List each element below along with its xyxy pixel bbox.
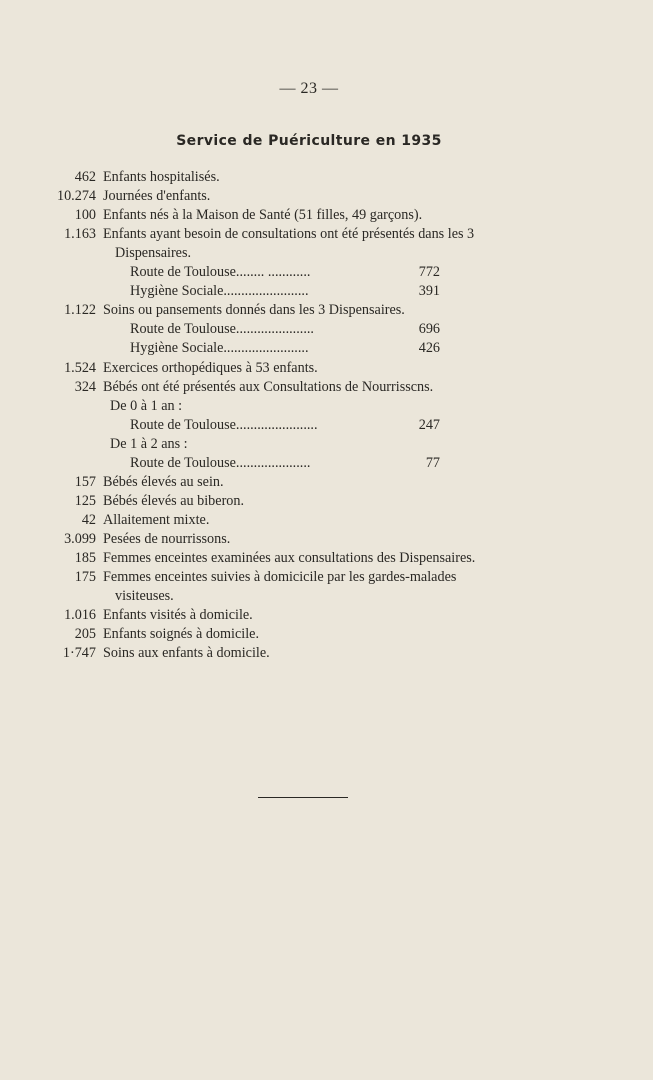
- list-item: [0, 320, 653, 339]
- line-count: 3.099: [64, 530, 96, 547]
- list-item: [0, 301, 653, 320]
- subitem-value: 696: [418, 321, 440, 338]
- list-item: [0, 225, 653, 244]
- list-item: [0, 644, 653, 663]
- subitem-value: 772: [418, 264, 440, 281]
- line-count: 175: [74, 569, 96, 586]
- line-count: 205: [74, 626, 96, 643]
- line-count: 125: [74, 492, 96, 509]
- line-count: 157: [74, 473, 96, 490]
- list-item: [0, 435, 653, 454]
- page-title: Service de Puériculture en 1935: [176, 133, 442, 149]
- line-count: 462: [74, 169, 96, 185]
- list-item: [0, 359, 653, 378]
- line-description: Bébés ont été présentés aux Consultations de Nourrisscns.: [103, 378, 434, 395]
- line-count: 1.122: [64, 302, 96, 319]
- subitem-value: 247: [418, 416, 440, 433]
- list-item: [0, 530, 653, 549]
- subitem-value: 77: [425, 454, 440, 471]
- list-item: [0, 454, 653, 473]
- line-count: 42: [81, 511, 96, 528]
- list-item: [0, 568, 653, 587]
- line-description: Enfants visités à domicile.: [103, 607, 253, 624]
- line-description: Femmes enceintes suivies à domicicile par les gardes-malades: [103, 569, 457, 586]
- line-count: 1·747: [62, 645, 96, 662]
- list-item: [0, 339, 653, 358]
- line-continuation: visiteuses.: [115, 588, 174, 605]
- age-group-heading: De 0 à 1 an :: [110, 397, 183, 414]
- line-description: Enfants soignés à domicile.: [103, 626, 260, 643]
- list-item: [0, 206, 653, 225]
- line-description: Bébés élevés au sein.: [103, 473, 224, 490]
- age-group-heading: De 1 à 2 ans :: [110, 435, 188, 452]
- list-item: [0, 378, 653, 397]
- list-item: [0, 625, 653, 644]
- list-item: [0, 244, 653, 263]
- list-item: [0, 492, 653, 511]
- line-count: 324: [74, 378, 96, 395]
- line-description: Allaitement mixte.: [103, 511, 210, 528]
- line-description: Femmes enceintes examinées aux consultations des Dispensaires.: [103, 550, 476, 566]
- subitem-label: Route de Toulouse.......................: [130, 416, 318, 433]
- line-description: Enfants hospitalisés.: [103, 169, 220, 185]
- line-description: Enfants ayant besoin de consultations ont été présentés dans les 3: [103, 226, 475, 243]
- list-item: [0, 473, 653, 492]
- list-item: [0, 549, 653, 568]
- line-count: 100: [74, 207, 96, 224]
- line-description: Bébés élevés au biberon.: [103, 492, 245, 509]
- line-description: Pesées de nourrissons.: [103, 530, 231, 547]
- list-item: [0, 606, 653, 625]
- list-item: [0, 282, 653, 301]
- line-continuation: Dispensaires.: [115, 245, 192, 262]
- list-item: [0, 587, 653, 606]
- list-item: [0, 187, 653, 206]
- list-item: [0, 263, 653, 282]
- line-count: 185: [74, 550, 96, 566]
- list-item: [0, 416, 653, 435]
- end-rule: [258, 797, 348, 798]
- subitem-value: 426: [418, 340, 440, 357]
- subitem-label: Route de Toulouse........ ............: [130, 264, 311, 281]
- line-description: Soins aux enfants à domicile.: [103, 645, 270, 662]
- line-count: 1.016: [64, 607, 96, 624]
- line-description: Enfants nés à la Maison de Santé (51 filles, 49 garçons).: [103, 207, 423, 224]
- subitem-label: Hygiène Sociale........................: [130, 340, 309, 357]
- subitem-label: Hygiène Sociale........................: [130, 283, 309, 300]
- line-description: Exercices orthopédiques à 53 enfants.: [103, 359, 318, 376]
- line-count: 10.274: [56, 188, 96, 205]
- line-description: Journées d'enfants.: [103, 188, 211, 205]
- line-count: 1.163: [64, 226, 96, 243]
- list-item: [0, 397, 653, 416]
- list-item: [0, 168, 653, 187]
- subitem-label: Route de Toulouse......................: [130, 321, 314, 338]
- subitem-label: Route de Toulouse.....................: [130, 454, 311, 471]
- page-number: — 23 —: [279, 80, 339, 97]
- list-item: [0, 511, 653, 530]
- line-count: 1.524: [64, 359, 96, 376]
- line-description: Soins ou pansements donnés dans les 3 Dispensaires.: [103, 302, 405, 319]
- subitem-value: 391: [418, 283, 440, 300]
